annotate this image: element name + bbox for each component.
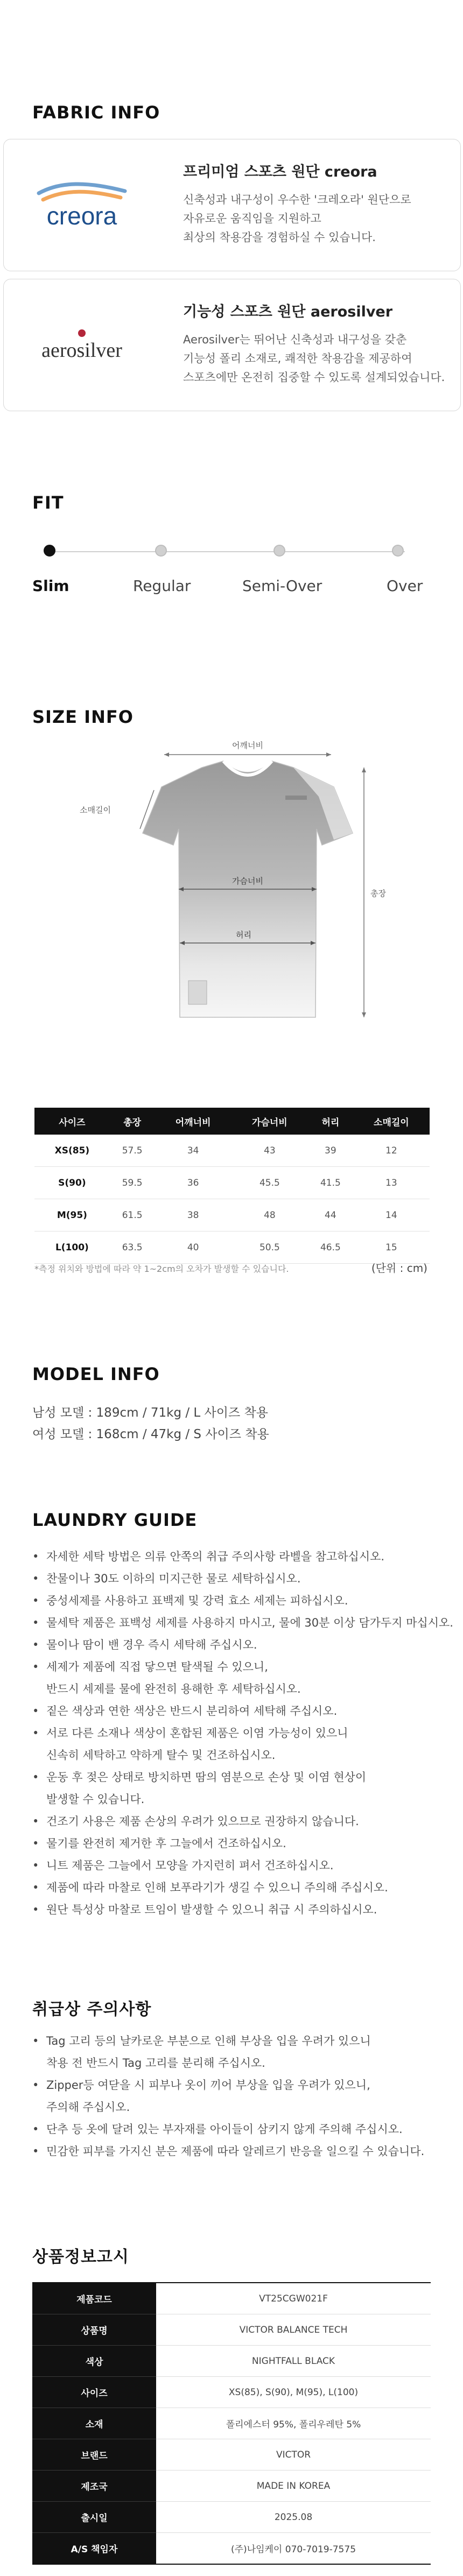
fit-dot-semi-over bbox=[273, 545, 285, 557]
fabric-title: 기능성 스포츠 원단 aerosilver bbox=[183, 304, 393, 320]
info-value: 2025.08 bbox=[156, 2502, 431, 2533]
fabric-text-aerosilver bbox=[183, 300, 452, 387]
laundry-section-title: LAUNDRY GUIDE bbox=[32, 1510, 198, 1530]
list-item-continued: 착용 전 반드시 Tag 고리를 분리해 주십시오. bbox=[46, 2057, 265, 2070]
list-item: • 건조기 사용은 제품 손상의 우려가 있으므로 권장하지 않습니다. bbox=[32, 1815, 359, 1828]
list-item: • 세제가 제품에 직접 닿으면 탈색될 수 있으니, bbox=[32, 1660, 268, 1673]
info-key: 사이즈 bbox=[32, 2377, 156, 2408]
size-cell: 40 bbox=[155, 1231, 232, 1264]
fit-dot-slim bbox=[44, 545, 55, 557]
info-value: (주)나임케이 070-7019-7575 bbox=[156, 2533, 431, 2565]
size-col-header: 사이즈 bbox=[34, 1108, 110, 1135]
aerosilver-logo-text: aerosilver bbox=[41, 339, 122, 362]
size-cell: 44 bbox=[308, 1199, 353, 1231]
fabric-text-creora bbox=[183, 160, 452, 247]
creora-logo bbox=[28, 178, 136, 232]
fit-dot-over bbox=[392, 545, 404, 557]
info-value: MADE IN KOREA bbox=[156, 2471, 431, 2502]
list-item: • 중성세제를 사용하고 표백제 및 강력 효소 세제는 피하십시오. bbox=[32, 1594, 348, 1607]
list-item: • 제품에 따라 마찰로 인해 보푸라기가 생길 수 있으니 주의해 주십시오. bbox=[32, 1881, 388, 1894]
size-cell: 43 bbox=[232, 1135, 308, 1167]
fabric-desc-line: 최상의 착용감을 경험하실 수 있습니다. bbox=[183, 231, 376, 244]
list-item: • 민감한 피부를 가지신 분은 제품에 따라 알레르기 반응을 일으킬 수 있습니다. bbox=[32, 2145, 425, 2158]
info-key: 출시일 bbox=[32, 2502, 156, 2533]
list-item: • 자세한 세탁 방법은 의류 안쪽의 취급 주의사항 라벨을 참고하십시오. bbox=[32, 1550, 385, 1563]
size-cell: XS(85) bbox=[34, 1135, 110, 1167]
size-cell: 59.5 bbox=[110, 1167, 155, 1199]
size-cell: 34 bbox=[155, 1135, 232, 1167]
table-row bbox=[32, 2439, 431, 2471]
info-key: 색상 bbox=[32, 2346, 156, 2377]
size-cell: 39 bbox=[308, 1135, 353, 1167]
fabric-card-creora bbox=[3, 139, 461, 271]
size-cell: 14 bbox=[353, 1199, 430, 1231]
table-row bbox=[32, 2502, 431, 2533]
list-item-continued: 반드시 세제를 물에 완전히 용해한 후 세탁하십시오. bbox=[46, 1683, 301, 1695]
table-row bbox=[34, 1167, 430, 1199]
size-unit-label: (단위 : cm) bbox=[371, 1262, 427, 1275]
list-item-continued: 발생할 수 있습니다. bbox=[46, 1793, 145, 1806]
fabric-desc-line: 스포츠에만 온전히 집중할 수 있도록 설계되었습니다. bbox=[183, 371, 445, 384]
label-waist: 허리 bbox=[236, 930, 251, 940]
table-row bbox=[32, 2533, 431, 2565]
fabric-desc-line: 자유로운 움직임을 지원하고 bbox=[183, 212, 321, 225]
info-key: 브랜드 bbox=[32, 2439, 156, 2471]
size-col-header: 총장 bbox=[110, 1108, 155, 1135]
info-value: NIGHTFALL BLACK bbox=[156, 2346, 431, 2377]
size-cell: 61.5 bbox=[110, 1199, 155, 1231]
label-chest: 가슴너비 bbox=[232, 876, 263, 886]
table-row bbox=[34, 1199, 430, 1231]
info-value: XS(85), S(90), M(95), L(100) bbox=[156, 2377, 431, 2408]
size-col-header: 가슴너비 bbox=[232, 1108, 308, 1135]
size-cell: 48 bbox=[232, 1199, 308, 1231]
care-section-title: 취급상 주의사항 bbox=[32, 2000, 152, 2019]
fabric-section-title: FABRIC INFO bbox=[32, 102, 160, 123]
size-cell: M(95) bbox=[34, 1199, 110, 1231]
care-notice-list bbox=[32, 2030, 458, 2163]
info-value: VT25CGW021F bbox=[156, 2283, 431, 2314]
fit-scale-track bbox=[50, 551, 405, 552]
table-row bbox=[32, 2314, 431, 2346]
size-cell: 15 bbox=[353, 1231, 430, 1264]
list-item: • 원단 특성상 마찰로 트임이 발생할 수 있으니 취급 시 주의하십시오. bbox=[32, 1903, 377, 1916]
size-cell: L(100) bbox=[34, 1231, 110, 1264]
table-row bbox=[32, 2408, 431, 2439]
list-item: • 서로 다른 소재나 색상이 혼합된 제품은 이염 가능성이 있으니 bbox=[32, 1727, 348, 1740]
size-measure-note: *측정 위치와 방법에 따라 약 1~2cm의 오차가 발생할 수 있습니다. bbox=[34, 1264, 289, 1274]
aerosilver-logo bbox=[28, 317, 136, 371]
table-row bbox=[32, 2283, 431, 2314]
list-item-continued: 신속히 세탁하고 약하게 탈수 및 건조하십시오. bbox=[46, 1749, 276, 1762]
size-table bbox=[34, 1108, 430, 1264]
size-cell: 13 bbox=[353, 1167, 430, 1199]
model-info-male: 남성 모델 : 189cm / 71kg / L 사이즈 착용 bbox=[32, 1406, 268, 1420]
list-item-continued: 주의해 주십시오. bbox=[46, 2101, 130, 2114]
size-cell: S(90) bbox=[34, 1167, 110, 1199]
info-key: 제품코드 bbox=[32, 2283, 156, 2314]
fabric-desc-line: 기능성 폴리 소재로, 쾌적한 착용감을 제공하여 bbox=[183, 352, 412, 365]
list-item: • 물이나 땀이 밴 경우 즉시 세탁해 주십시오. bbox=[32, 1638, 257, 1651]
info-key: 제조국 bbox=[32, 2471, 156, 2502]
size-cell: 12 bbox=[353, 1135, 430, 1167]
fit-label-regular: Regular bbox=[133, 577, 191, 595]
info-value: VICTOR BALANCE TECH bbox=[156, 2314, 431, 2346]
size-table-header-row bbox=[34, 1108, 430, 1135]
fit-section-title: FIT bbox=[32, 492, 64, 513]
table-row bbox=[32, 2471, 431, 2502]
info-key: 소재 bbox=[32, 2408, 156, 2439]
size-col-header: 허리 bbox=[308, 1108, 353, 1135]
info-value: 폴리에스터 95%, 폴리우레탄 5% bbox=[156, 2408, 431, 2439]
size-col-header: 소매길이 bbox=[353, 1108, 430, 1135]
size-col-header: 어깨너비 bbox=[155, 1108, 232, 1135]
info-key: A/S 책임자 bbox=[32, 2533, 156, 2565]
list-item: • 물기를 완전히 제거한 후 그늘에서 건조하십시오. bbox=[32, 1837, 286, 1850]
size-cell: 38 bbox=[155, 1199, 232, 1231]
size-cell: 63.5 bbox=[110, 1231, 155, 1264]
size-diagram bbox=[80, 737, 388, 1023]
label-shoulder: 어깨너비 bbox=[232, 741, 263, 750]
info-key: 상품명 bbox=[32, 2314, 156, 2346]
label-length: 총장 bbox=[370, 889, 386, 898]
list-item: • 니트 제품은 그늘에서 모양을 가지런히 펴서 건조하십시오. bbox=[32, 1859, 334, 1872]
size-section-title: SIZE INFO bbox=[32, 707, 134, 727]
table-row bbox=[34, 1135, 430, 1167]
fit-label-over: Over bbox=[387, 577, 423, 595]
list-item: • 짙은 색상과 연한 색상은 반드시 분리하여 세탁해 주십시오. bbox=[32, 1705, 338, 1718]
table-row bbox=[34, 1231, 430, 1264]
list-item: • Zipper등 여닫을 시 피부나 옷이 끼어 부상을 입을 우려가 있으니, bbox=[32, 2079, 370, 2092]
fit-label-slim: Slim bbox=[32, 577, 69, 595]
list-item: • 물세탁 제품은 표백성 세제를 사용하지 마시고, 물에 30분 이상 담가두지 마십시오. bbox=[32, 1616, 453, 1629]
size-cell: 46.5 bbox=[308, 1231, 353, 1264]
table-row bbox=[32, 2377, 431, 2408]
list-item: • 단추 등 옷에 달려 있는 부자재를 아이들이 삼키지 않게 주의해 주십시오. bbox=[32, 2123, 403, 2136]
fabric-title: 프리미엄 스포츠 원단 creora bbox=[183, 164, 377, 180]
model-section-title: MODEL INFO bbox=[32, 1364, 160, 1384]
product-info-table bbox=[32, 2282, 431, 2565]
fabric-card-aerosilver bbox=[3, 279, 461, 411]
creora-logo-text: creora bbox=[46, 202, 117, 230]
size-cell: 57.5 bbox=[110, 1135, 155, 1167]
model-info-female: 여성 모델 : 168cm / 47kg / S 사이즈 착용 bbox=[32, 1427, 269, 1441]
size-cell: 45.5 bbox=[232, 1167, 308, 1199]
size-cell: 50.5 bbox=[232, 1231, 308, 1264]
laundry-guide-list bbox=[32, 1546, 458, 1921]
fabric-desc-line: Aerosilver는 뛰어난 신축성과 내구성을 갖춘 bbox=[183, 333, 407, 346]
size-cell: 36 bbox=[155, 1167, 232, 1199]
fabric-desc-line: 신축성과 내구성이 우수한 '크레오라' 원단으로 bbox=[183, 193, 411, 206]
list-item: • 찬물이나 30도 이하의 미지근한 물로 세탁하십시오. bbox=[32, 1572, 301, 1585]
fit-label-semi-over: Semi-Over bbox=[242, 577, 322, 595]
fit-dot-regular bbox=[155, 545, 167, 557]
table-row bbox=[32, 2346, 431, 2377]
list-item: • Tag 고리 등의 날카로운 부분으로 인해 부상을 입을 우려가 있으니 bbox=[32, 2035, 371, 2047]
size-cell: 41.5 bbox=[308, 1167, 353, 1199]
label-sleeve: 소매길이 bbox=[80, 805, 111, 815]
info-value: VICTOR bbox=[156, 2439, 431, 2471]
list-item: • 운동 후 젖은 상태로 방치하면 땀의 염분으로 손상 및 이염 현상이 bbox=[32, 1771, 367, 1784]
product-info-title: 상품정보고시 bbox=[32, 2248, 129, 2267]
